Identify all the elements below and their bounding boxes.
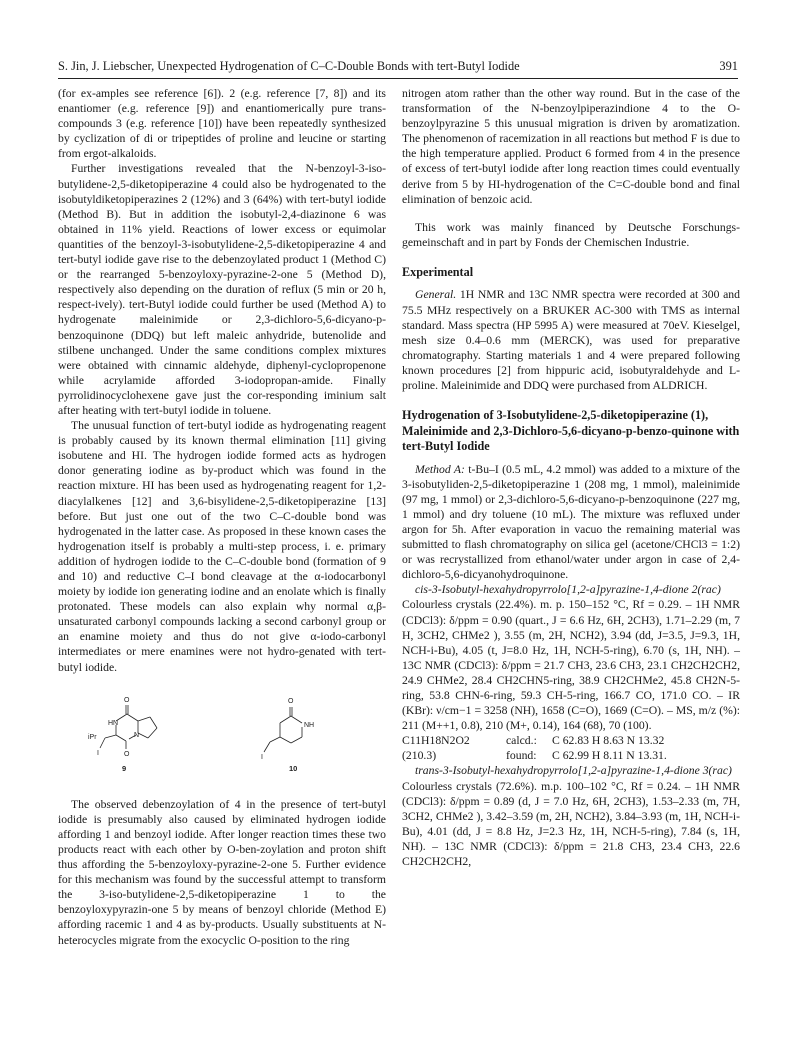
experimental-heading: Experimental <box>402 264 474 279</box>
left-paragraph-2: Further investigations revealed that the N-benzoyl-3-iso-butylidene-2,5-diketopiperazine 4 could also be hydrogenated to the isobutyldiketopiperazines 2 (12%) and 3 (64%) with tert-butyl iodide (Method B). But in addition the isobutyl-2,4-diazinone 6 was obtained in 11% yield. Reactions of lower excess or equimolar quantities of the benzoyl-3-isobutylidene-2,5-diketopiperazine 4 and tert-butyl iodide gave rise to the debenzoylated product 1 (Method C) or the rearranged 5-benzoyloxy-pyrazine-2-one 5 (Method D), respectively also depending on the duration of reflux (5 min or 20 h, respect-ively). tert-Butyl iodide could further be used (Method A) to hydrogenate maleinimide or 2,3-dichloro-5,6-dicyano-p-benzoquinone (DDQ) but left maleic anhydride, butenolide and stilbene unchanged. Under the same conditions complex mixtures were obtained with cinnamic aldehyde, diphenyl-cyclopropenone while acrylamide afforded 3-iodopropan-amide. Finally pyrrolidinocyclohexene gave just the cor-responding iminium salt after heating with tert-butyl iodide in toluene. <box>58 162 386 417</box>
calcd-values: C 62.83 H 8.63 N 13.32 <box>552 734 665 748</box>
header-rule <box>58 78 738 79</box>
bond <box>291 716 302 723</box>
atom-label-10-1: O <box>288 697 294 705</box>
bond <box>270 737 280 742</box>
bond <box>150 717 157 728</box>
atom-label-9-3: iPr <box>88 733 97 741</box>
left-paragraph-3: The unusual function of tert-butyl iodide as hydrogenating reagent is probably caused by its known thermal elimination [11] giving isobutene and HI. The hydrogen iodide formed acts as hydrogen donor generating iodine as by-product which was found in the reaction mixture. HI has been used as hydrogenating reagent for 1,2-diacylalkenes [12] and 3,6-bisylidene-2,5-diketopiperazine [13] before. But just one out of the two C–C-double bond was hydrogenated in the latter case. As proposed in these known cases the hydrogenation itself is probably a multi-step process, i. e. primary addition of hydrogen iodide to the C–C-double bond (formation of 9 and 10) and reductive C–I bond cleavage at the α-iodocarbonyl moiety by iodide ion generating iodine and an enolate which is finally protonated. These models can also explain why normal α,β-unsaturated carbonyl compounds lacking a second carbonyl group or an enamine moiety and thus do not give α-iodo-carbonyl intermediates or mere enamines were not hydro-genated with tert-butyl iodide. <box>58 419 386 674</box>
bond <box>148 728 157 738</box>
structure-9-bonds <box>100 705 157 749</box>
bond <box>138 733 148 738</box>
bond <box>291 737 302 743</box>
compound-3-data: Colourless crystals (72.6%). m.p. 100–102 °C, Rf = 0.24. – 1H NMR (CDCl3): δ/ppm = 0.89 (d, J = 7.0 Hz, 6H, 2CH3), 1.53–2.33 (m, 7H, 3CH2, CHMe2 ), 3.42–3.59 (m, 2H, NCH2), 3.84–3.93 (m, 1H, NCH-i-Bu), 4.01 (dd, J = 8.8 Hz, J=2.3 Hz, 1H, NCH-5-ring), 7.84 (s, 1H, NH). – 13C NMR (CDCl3): δ/ppm = 21.8 CH3, 23.4 CH3, 22.6 CH2CH2CH2, <box>402 779 740 869</box>
method-a-paragraph <box>402 462 740 583</box>
page-number: 391 <box>719 59 738 73</box>
structure-figure <box>58 687 386 785</box>
bond <box>100 738 105 748</box>
bond <box>116 735 126 741</box>
atom-label-9-4: N <box>134 731 140 739</box>
atom-label-9-5: I <box>97 749 99 757</box>
running-title: S. Jin, J. Liebscher, Unexpected Hydrogenation of C–C-Double Bonds with tert-Butyl Iodide <box>58 59 520 73</box>
compound-3-name: trans-3-Isobutyl-hexahydropyrrolo[1,2-a]pyrazine-1,4-dione 3(rac) <box>415 764 732 778</box>
found-values: C 62.99 H 8.11 N 13.31. <box>552 749 667 763</box>
compound-label-10: 10 <box>289 763 298 773</box>
calcd-label: calcd.: <box>506 734 537 748</box>
structure-10-bonds <box>264 707 302 752</box>
acknowledgement: This work was mainly financed by Deutsche Forschungs-gemeinschaft and in part by Fonds der Chemischen Industrie. <box>402 220 740 249</box>
found-label: found: <box>506 749 537 763</box>
method-a-text: t-Bu–I (0.5 mL, 4.2 mmol) was added to a mixture of the 3-isobutyliden-2,5-diketopiperazine 1 (208 mg, 1 mmol), maleinimide (97 mg, 1 mmol) or 2,3-dichloro-5,6-dicyano-p-benzoquinone (227 mg, 1 mmol) and dry toluene (10 mL). The mixture was refluxed under argon for 5h. After evaporation in vacuo the remaining material was submitted to flash chromatography on silica gel (acetone/CHCl3 = 1:2) or was recrystallized from ethanol/water under argon in case of 2,4-dichloro-5,6-dicyanohydroquinone. <box>402 462 740 582</box>
atom-label-10-3: I <box>261 753 263 761</box>
bond <box>127 714 138 721</box>
atom-label-10-2: NH <box>304 721 315 729</box>
structures-9-and-10 <box>58 687 386 785</box>
compound-2-calcd <box>402 733 740 748</box>
general-text: 1H NMR and 13C NMR spectra were recorded at 300 and 75.5 MHz respectively on a BRUKER AC-300 with TMS as internal standard. Mass spectra (HP 5995 A) were measured at 70eV. Kieselgel, mesh size 0.4–0.6 mm (MERCK), was used for preparative chromatography. Starting materials 1 and 4 were prepared following known procedures [2] from hippuric acid, isobutyraldehyde and L-proline. Maleinimide and DDQ were purchased from ALDRICH. <box>402 288 740 392</box>
bond <box>280 716 291 723</box>
general-paragraph <box>402 287 740 393</box>
bond <box>264 742 270 752</box>
right-paragraph-1: nitrogen atom rather than the other way round. But in the case of the transformation of the N-benzoylpiperazindione 4 to the O-benzoylpyrazine 5 this unusual migration is driven by aromatization. The phenomenon of racemization in all reactions but method F is due to the high temperature applied. Product 6 formed from 4 in the presence of excess of tert-butyl iodide after long reaction times could eventually derive from 5 by HI-hydrogenation of the C=C-double bond and final elimination of benzoic acid. <box>402 87 740 206</box>
molecular-formula: C11H18N2O2 <box>402 734 470 748</box>
method-a-label: Method A: <box>415 462 465 476</box>
molecular-weight: (210.3) <box>402 749 437 763</box>
compound-2-found <box>402 748 740 763</box>
bond <box>105 735 116 738</box>
compound-2-name: cis-3-Isobutyl-hexahydropyrrolo[1,2-a]pyrazine-1,4-dione 2(rac) <box>415 583 721 597</box>
right-column <box>402 86 740 869</box>
bond <box>280 737 291 743</box>
left-paragraph-1: (for ex-amples see reference [6]). 2 (e.g. reference [7, 8]) and its enantiomer (e.g. reference [9]) and enantiomerically pure trans-compounds 3 (e.g. reference [10]) have been repeatedly synthesized by cyclization of di or tripeptides of proline and leucine or starting from ergot-alkaloids. <box>58 87 386 161</box>
compound-label-9: 9 <box>122 763 127 773</box>
atom-label-9-1: O <box>124 696 130 704</box>
hydrogenation-heading: Hydrogenation of 3-Isobutylidene-2,5-diketopiperazine (1), Maleinimide and 2,3-Dichloro-5,6-dicyano-p-benzo-quinone with tert-Butyl Iodide <box>402 408 740 454</box>
bond <box>138 717 150 721</box>
left-column <box>58 86 386 948</box>
atom-label-9-2: HN <box>108 719 119 727</box>
compound-2-data: Colourless crystals (22.4%). m. p. 150–152 °C, Rf = 0.29. – 1H NMR (CDCl3): δ/ppm = 0.90 (quart., J = 6.6 Hz, 6H, 2CH3), 1.71–2.29 (m, 7 H, 3CH2, CHMe2 ), 3.55 (m, 2H, NCH2), 3.94 (dd, J=3.5, J=9.3, 1H, NCH-i-Bu), 4.05 (t, J=8.0 Hz, 1H, NCH-5-ring), 6.70 (s, 1H, NH). – 13C NMR (CDCl3): δ/ppm = 21.7 CH3, 23.6 CH3, 23.1 CH2CH2CH2, 24.9 CHMe2, 28.4 CH2CHN5-ring, 38.9 CH2CHMe2, 45.8 CH2N-5-ring, 53.8 CHN-6-ring, 59.3 CH-5-ring, 166.7 CO, 171.0 CO. – IR (KBr): ν/cm−1 = 3258 (NH), 1658 (C=O), 1669 (C=O). – MS, m/z (%): 211 (M++1, 0.8), 210 (M+, 0.14), 164 (68), 70 (100). <box>402 598 740 733</box>
atom-label-9-6: O <box>124 750 130 758</box>
left-paragraph-4: The observed debenzoylation of 4 in the presence of tert-butyl iodide is presumably also caused by eliminated hydrogen iodide affording 1 and benzoyl iodide. After longer reaction times these two products react with each other by O-ben-zoylation and proton shift thus affording the 5-benzoyloxy-pyrazine-2-one 5. Further evidence for this mechanism was found by the successful attempt to transform the 3-iso-butylidene-2,5-diketopiperazine 1 to the benzoyloxypyrazin-one 5 by means of benzoyl chloride (Method E) affording racemic 1 and 4 as by-products. Usually substituents at N-heterocycles migrate from the exocyclic O-position to the ring <box>58 797 386 947</box>
general-label: General. <box>415 288 457 302</box>
